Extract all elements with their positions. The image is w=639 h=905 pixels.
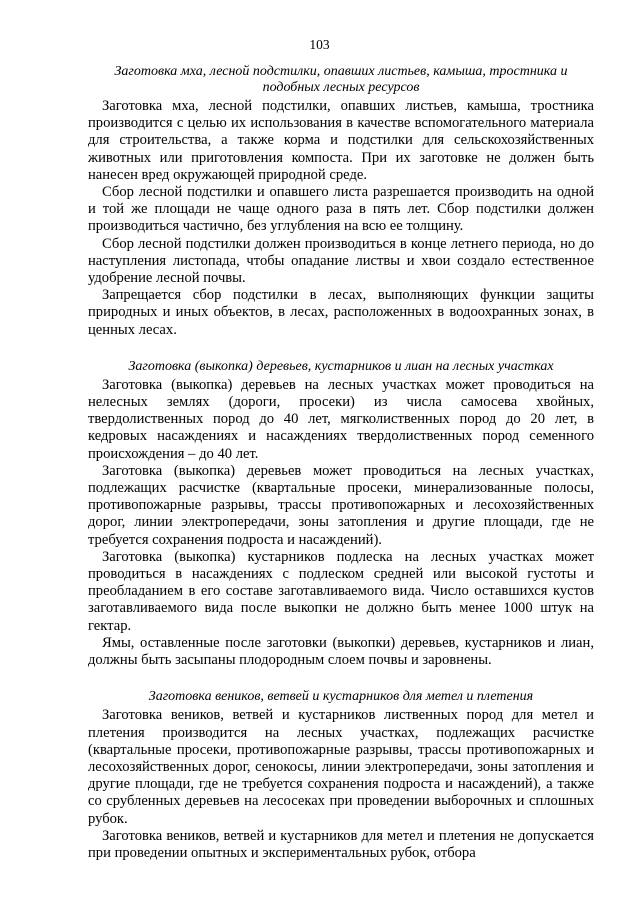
paragraph: Заготовка (выкопка) деревьев может проводиться на лесных участках, подлежащих расчистке (квартальные просеки, минерализованные полосы, противопожарные разрывы, трассы противопожарных и лесохозяйственных дорог, линии электропередачи, зоны затопления и другие площади, где не требуется сохранения подроста и насаждений). bbox=[88, 462, 594, 548]
section-heading: Заготовка мха, лесной подстилки, опавших листьев, камыша, тростника и подобных лесных ресурсов bbox=[114, 64, 568, 95]
paragraph: Заготовка веников, ветвей и кустарников лиственных пород для метел и плетения производится на лесных участках, подлежащих расчистке (квартальные просеки, противопожарные разрывы, трассы противопожарных и лесохозяйственных дорог, сенокосы, линии электропередачи, зоны затопления и другие площади, где не требуется сохранения подроста и насаждений), а также со срубленных деревьев на лесосеках при проведении выборочных и сплошных рубок. bbox=[88, 707, 594, 827]
page-number: 103 bbox=[309, 37, 330, 52]
page-content bbox=[88, 64, 594, 862]
paragraph: Заготовка веников, ветвей и кустарников для метел и плетения не допускается при проведении опытных и экспериментальных рубок, отбора bbox=[88, 827, 594, 861]
paragraph: Заготовка мха, лесной подстилки, опавших листьев, камыша, тростника производится с целью их использования в качестве вспомогательного материала для строительства, а также корма и подстилки для сельскохозяйственных животных или приготовления компоста. При их заготовке не должен быть нанесен вред окружающей природной среде. bbox=[88, 98, 594, 183]
section-moss-litter bbox=[88, 64, 594, 339]
paragraph: Запрещается сбор подстилки в лесах, выполняющих функции защиты природных и иных объектов, в лесах, расположенных в водоохранных зонах, в ценных лесах. bbox=[88, 287, 594, 338]
paragraph: Заготовка (выкопка) деревьев на лесных участках может проводиться на нелесных землях (дороги, просеки) из числа самосева хвойных, твердолиственных пород до 40 лет, мягколиственных пород до 20 лет, в кедровых насаждениях и насаждениях твердолиственных пород семенного происхождения – до 40 лет. bbox=[88, 376, 594, 462]
section-tree-digging bbox=[88, 359, 594, 669]
section-heading: Заготовка (выкопка) деревьев, кустарников и лиан на лесных участках bbox=[128, 358, 554, 374]
section-brooms-branches bbox=[88, 689, 594, 862]
section-heading: Заготовка веников, ветвей и кустарников для метел и плетения bbox=[148, 689, 534, 705]
paragraph: Сбор лесной подстилки должен производиться в конце летнего периода, но до наступления листопада, чтобы опадание листвы и хвои создало естественное удобрение лесной почвы. bbox=[88, 235, 594, 287]
paragraph: Заготовка (выкопка) кустарников подлеска на лесных участках может проводиться в насаждениях с подлеском средней или высокой густоты и преобладанием в его составе заготавливаемого вида. Число оставшихся кустов заготавливаемого вида после выкопки не должно быть менее 1000 штук на гектар. bbox=[88, 548, 594, 634]
paragraph: Сбор лесной подстилки и опавшего листа разрешается производить на одной и той же площади не чаще одного раза в пять лет. Сбор подстилки должен производиться частично, без углубления на всю ее толщину. bbox=[88, 184, 594, 235]
paragraph: Ямы, оставленные после заготовки (выкопки) деревьев, кустарников и лиан, должны быть засыпаны плодородным слоем почвы и заровнены. bbox=[88, 634, 594, 669]
